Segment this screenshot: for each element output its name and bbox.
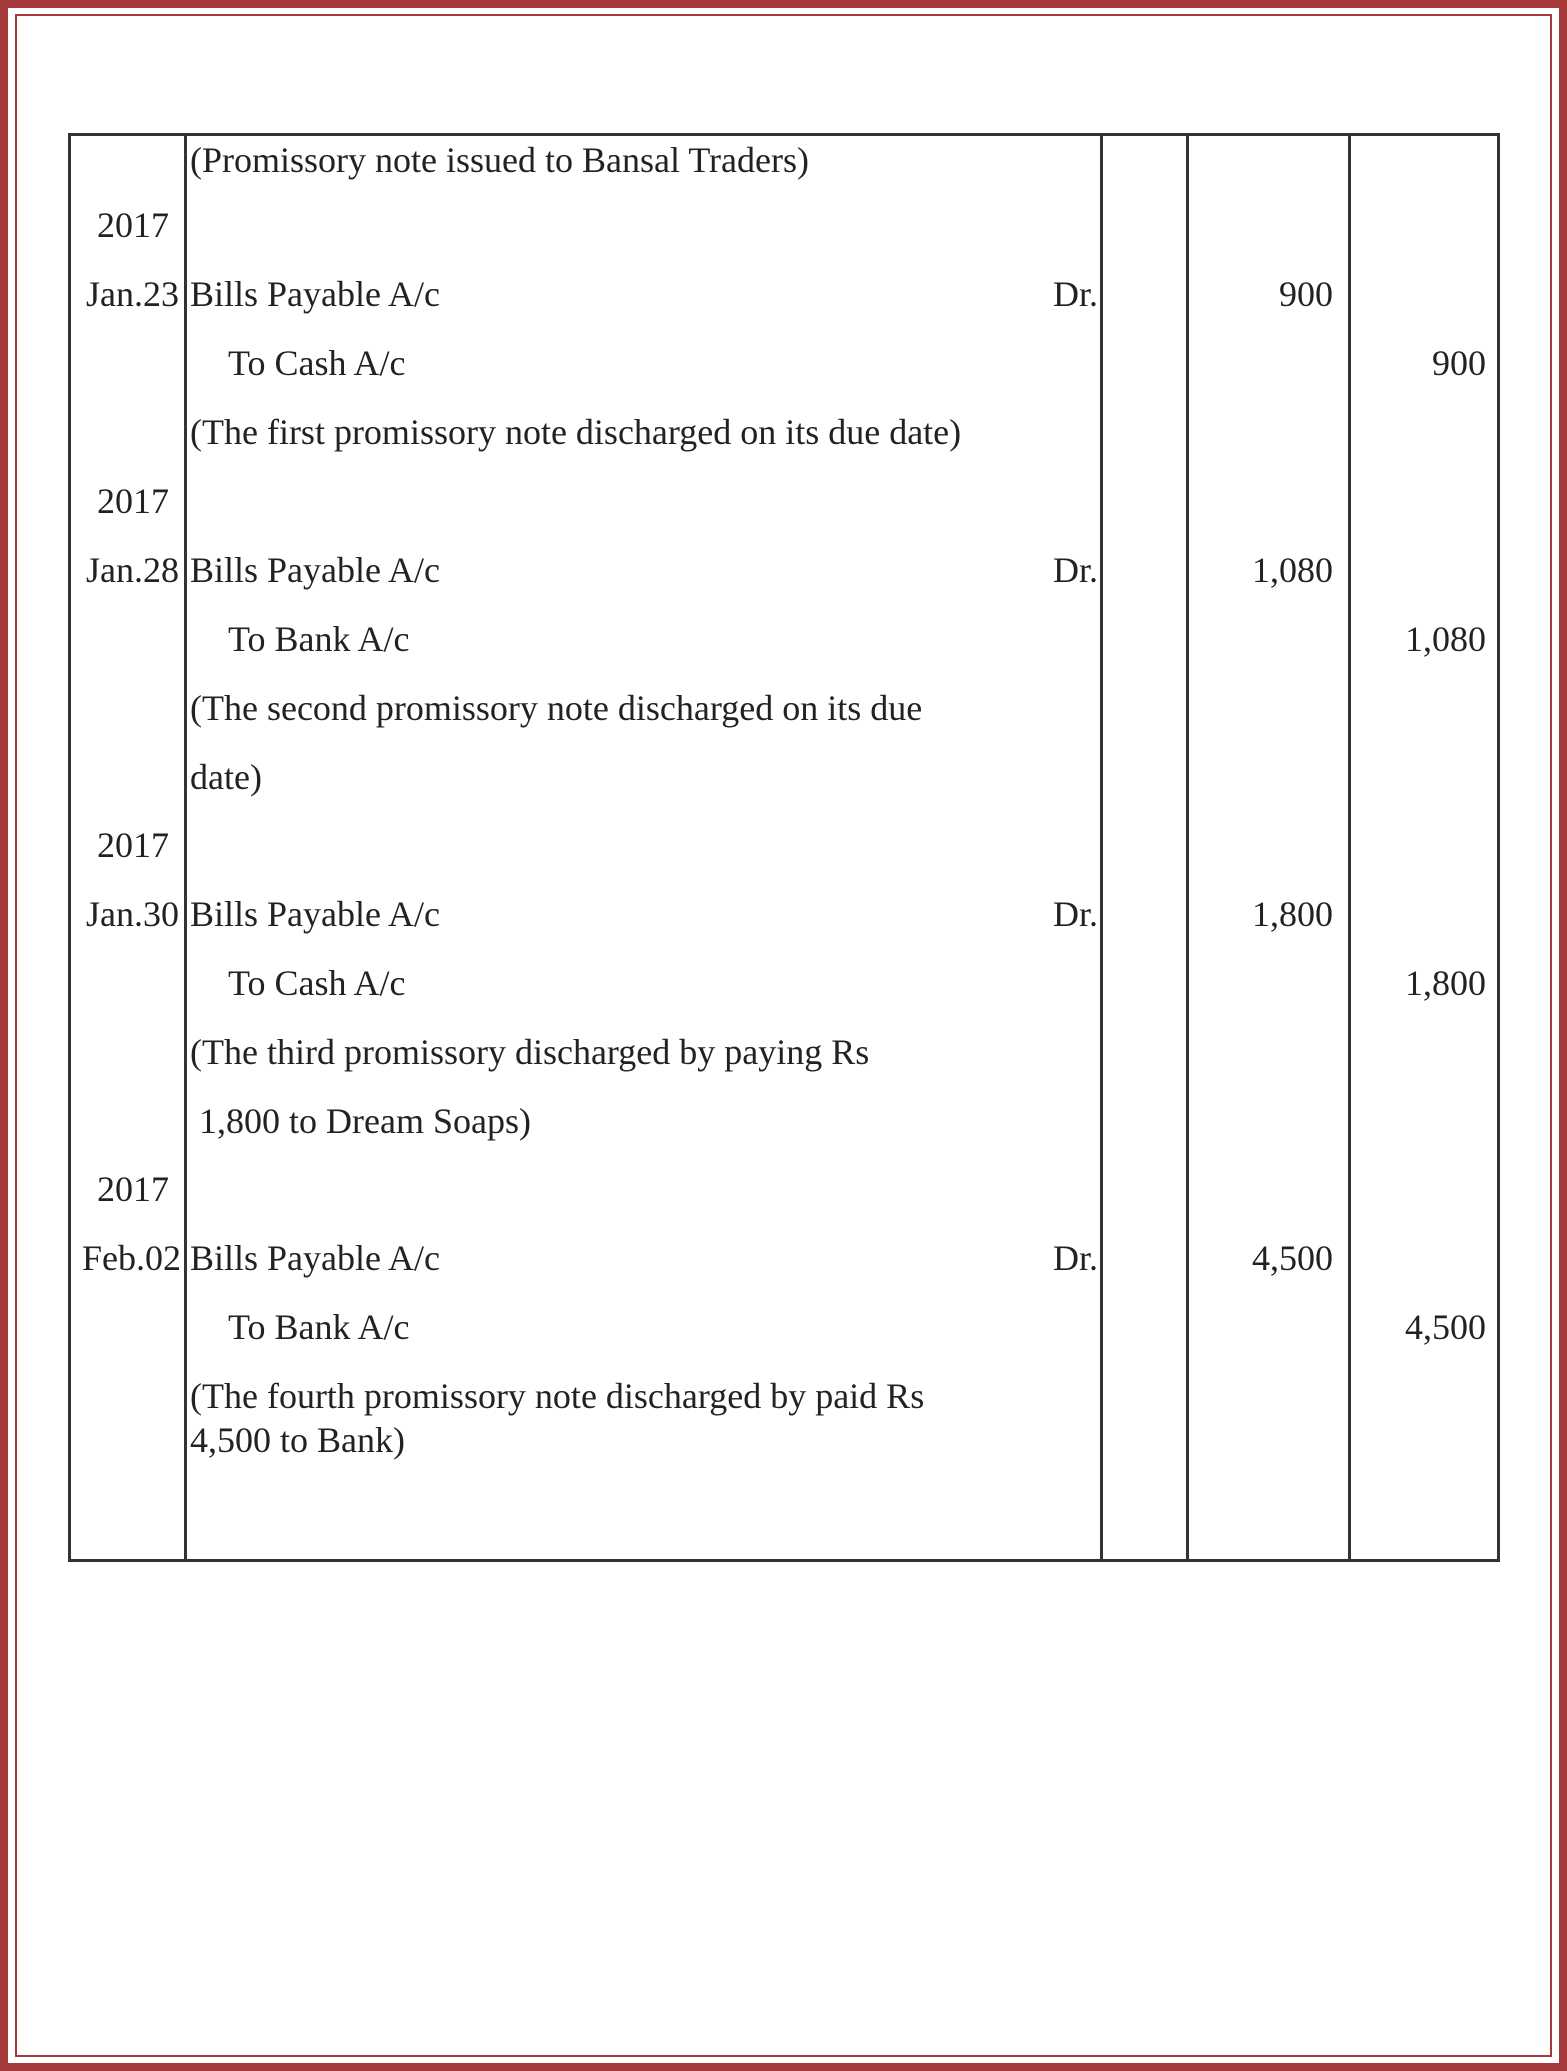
- credit-account: To Bank A/c: [228, 1307, 410, 1347]
- debit-column-rule: [1348, 136, 1351, 1559]
- debit-account: Bills Payable A/c: [190, 274, 440, 314]
- entry-year: 2017: [97, 825, 169, 865]
- narration-line: (Promissory note issued to Bansal Traders): [190, 140, 809, 180]
- debit-account: Bills Payable A/c: [190, 550, 440, 590]
- debit-amount: 900: [1279, 274, 1333, 314]
- narration-line: (The first promissory note discharged on its due date): [190, 412, 962, 452]
- entry-date: Feb.02: [82, 1238, 181, 1278]
- entry-year: 2017: [97, 481, 169, 521]
- dr-marker: Dr.: [1053, 550, 1098, 590]
- dr-marker: Dr.: [1053, 274, 1098, 314]
- debit-amount: 4,500: [1252, 1238, 1333, 1278]
- narration-line: 4,500 to Bank): [190, 1420, 405, 1460]
- narration-line: 1,800 to Dream Soaps): [190, 1101, 531, 1141]
- credit-account: To Cash A/c: [228, 963, 406, 1003]
- debit-amount: 1,800: [1252, 894, 1333, 934]
- dr-marker: Dr.: [1053, 894, 1098, 934]
- lf-column-rule: [1186, 136, 1189, 1559]
- entry-year: 2017: [97, 205, 169, 245]
- debit-amount: 1,080: [1252, 550, 1333, 590]
- particulars-column-rule: [1100, 136, 1103, 1559]
- entry-date: Jan.30: [86, 894, 179, 934]
- entry-date: Jan.28: [86, 550, 179, 590]
- credit-amount: 900: [1432, 343, 1486, 383]
- credit-account: To Cash A/c: [228, 343, 406, 383]
- date-column-rule: [184, 136, 187, 1559]
- credit-amount: 1,800: [1405, 963, 1486, 1003]
- narration-line: (The fourth promissory note discharged by paid Rs: [190, 1376, 925, 1416]
- debit-account: Bills Payable A/c: [190, 894, 440, 934]
- narration-line: date): [190, 757, 262, 797]
- debit-account: Bills Payable A/c: [190, 1238, 440, 1278]
- entry-year: 2017: [97, 1169, 169, 1209]
- narration-line: (The second promissory note discharged on its due: [190, 688, 923, 728]
- narration-line: (The third promissory discharged by paying Rs: [190, 1032, 870, 1072]
- entry-date: Jan.23: [86, 274, 179, 314]
- dr-marker: Dr.: [1053, 1238, 1098, 1278]
- credit-amount: 1,080: [1405, 619, 1486, 659]
- journal-table: [68, 133, 1500, 1562]
- credit-account: To Bank A/c: [228, 619, 410, 659]
- credit-amount: 4,500: [1405, 1307, 1486, 1347]
